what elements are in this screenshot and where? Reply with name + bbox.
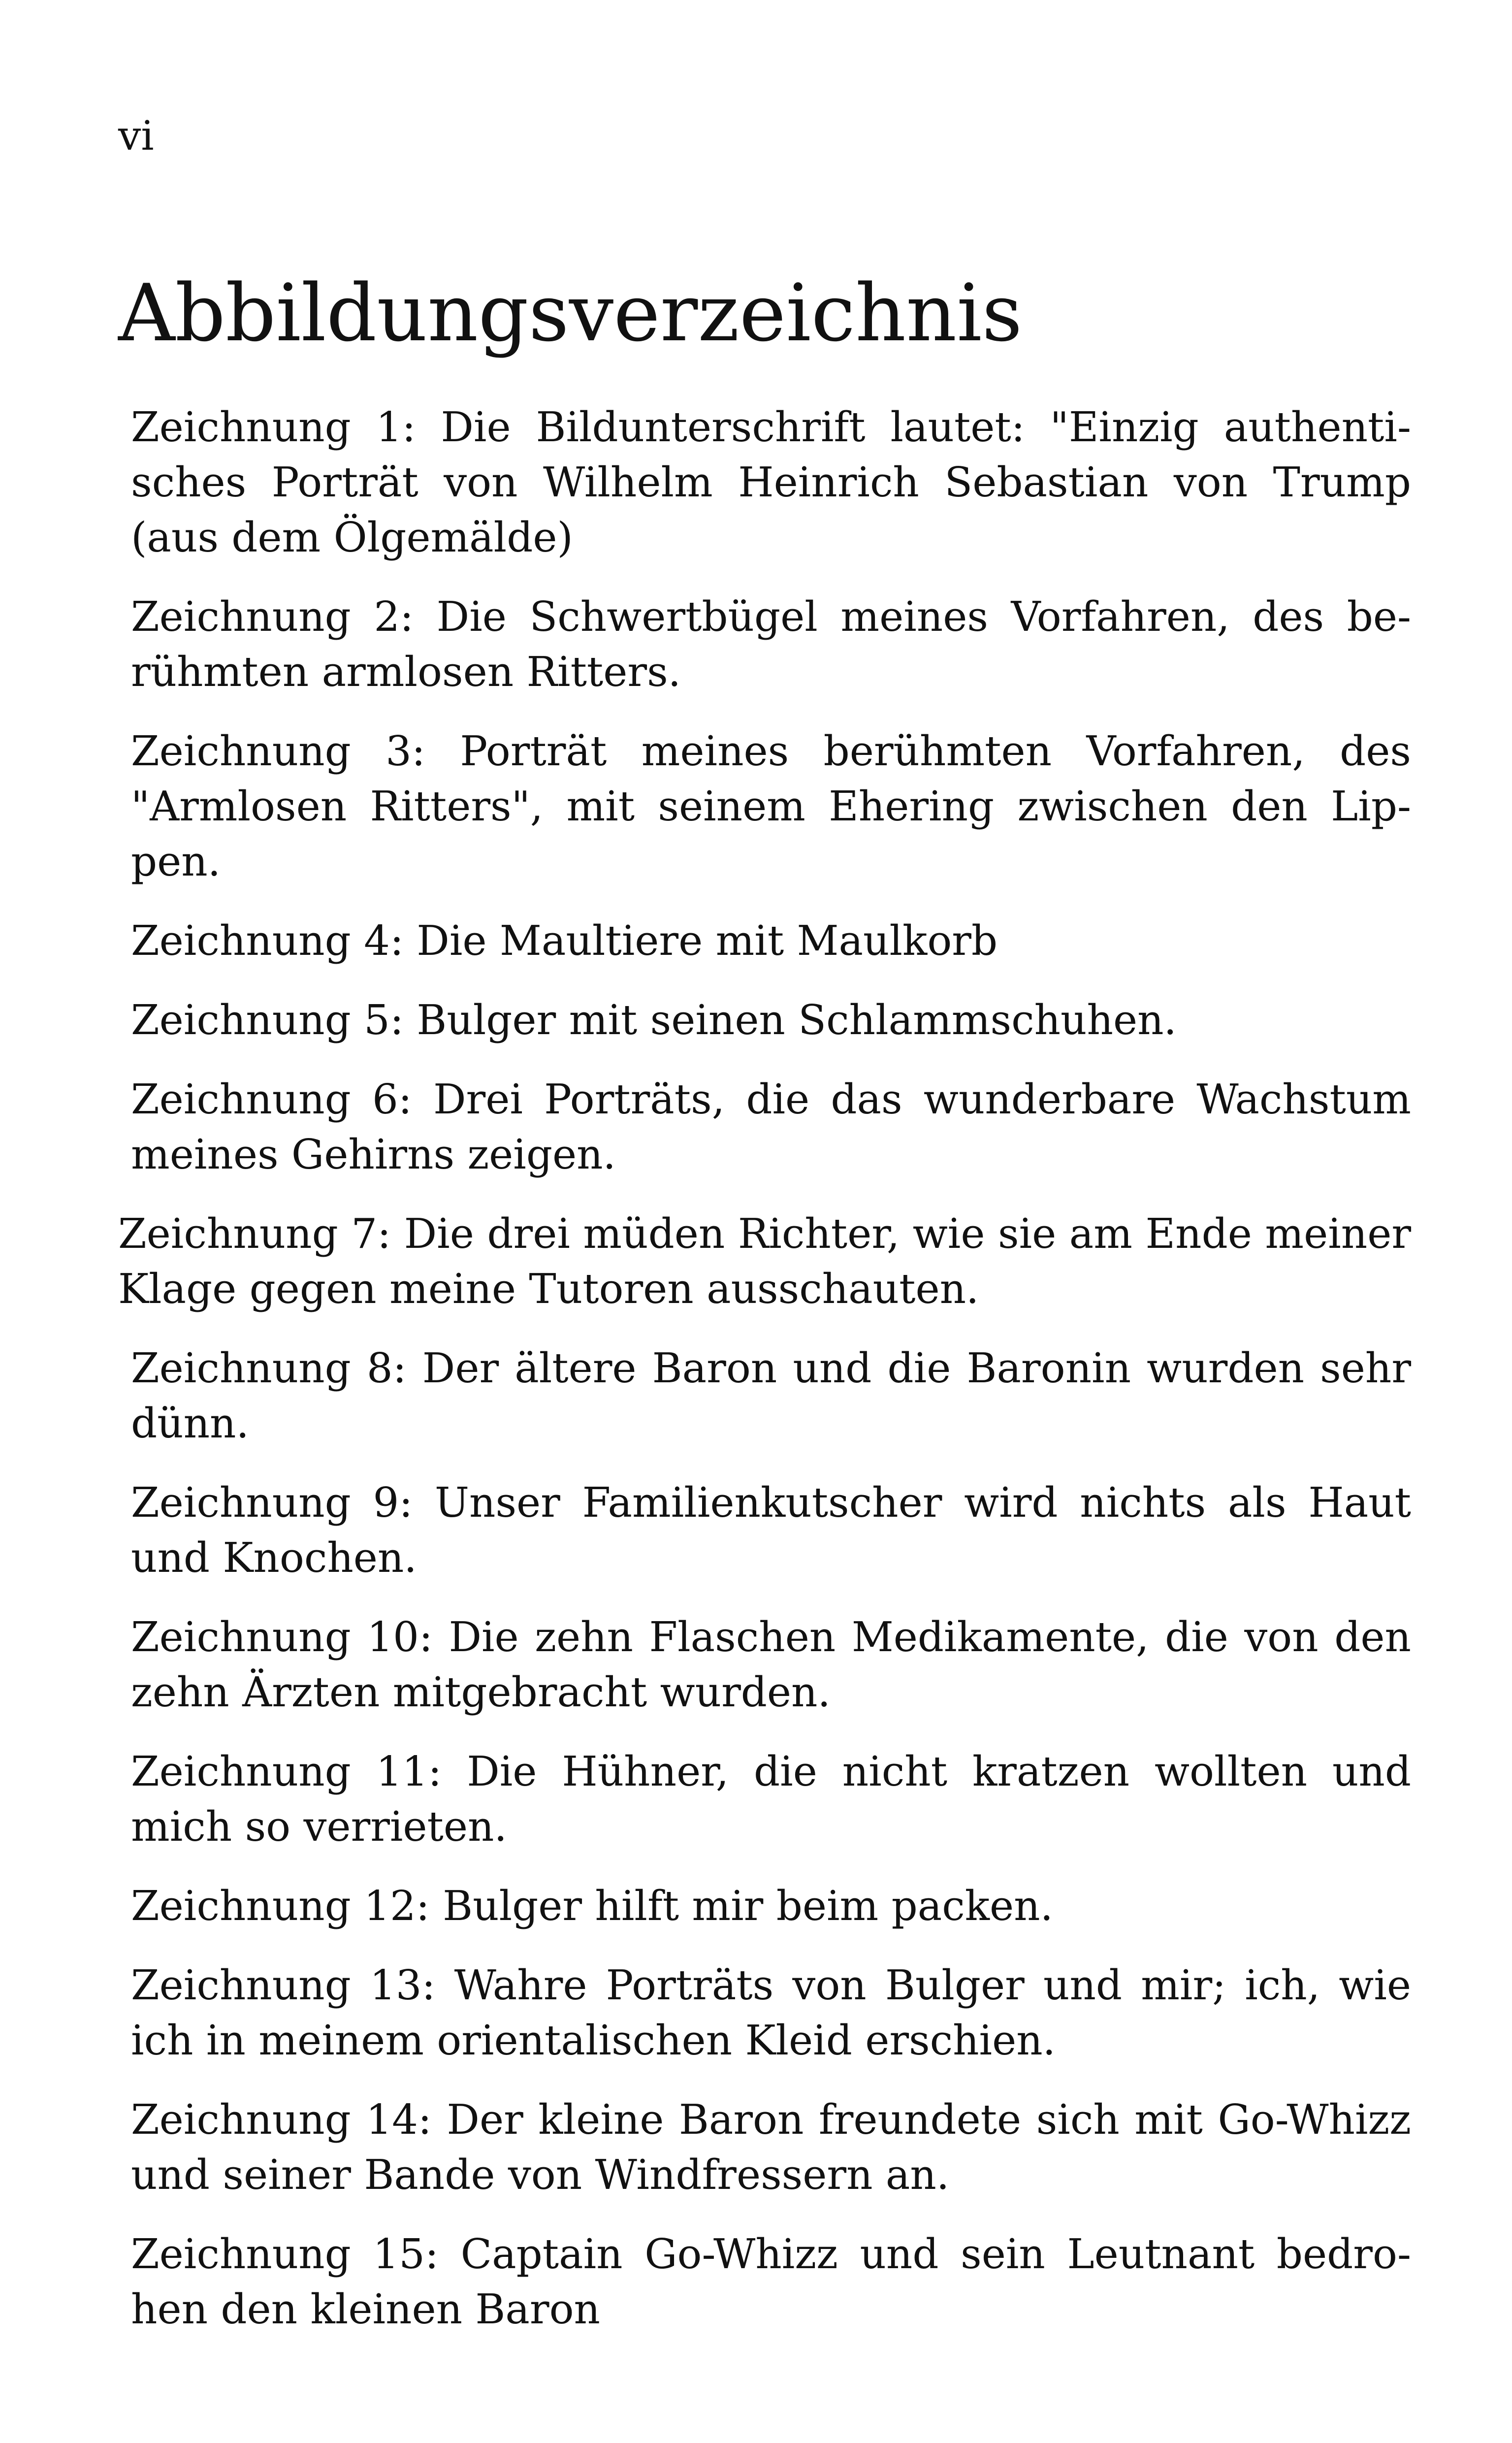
figure-entry: Zeichnung 4: Die Maultiere mit Maulkorb: [131, 917, 998, 965]
figure-entry: Zeichnung 9: Unser Familienkutscher wird nichts als Haut und Knochen.: [131, 1479, 1411, 1582]
figure-entry: Zeichnung 8: Der ältere Baron und die Baronin wurden sehr dünn.: [131, 1344, 1411, 1447]
figure-entry: Zeichnung 3: Porträt meines berühmten Vorfahren, des "Armlosen Ritters", mit seinem Ehering zwischen den Lippen.: [131, 727, 1411, 885]
figure-entry: Zeichnung 11: Die Hühner, die nicht kratzen wollten und mich so verrieten.: [131, 1748, 1411, 1851]
figure-entry: Zeichnung 12: Bulger hilft mir beim packen.: [131, 1882, 1053, 1930]
figure-entry: Zeichnung 5: Bulger mit seinen Schlammschuhen.: [131, 996, 1177, 1044]
figure-list: [118, 400, 1411, 2361]
figure-entry: Zeichnung 1: Die Bildunterschrift lautet: "Einzig authentisches Porträt von Wilhelm Heinrich Sebastian von Trump (aus dem Ölgemälde): [131, 403, 1411, 561]
figure-entry: Zeichnung 7: Die drei müden Richter, wie sie am Ende meiner Klage gegen meine Tutoren ausschauten.: [118, 1210, 1411, 1313]
figure-entry: Zeichnung 10: Die zehn Flaschen Medikamente, die von den zehn Ärzten mitgebracht wurden.: [131, 1613, 1411, 1716]
figure-entry: Zeichnung 13: Wahre Porträts von Bulger und mir; ich, wie ich in meinem orientalischen Kleid erschien.: [131, 1961, 1411, 2064]
figure-entry: Zeichnung 6: Drei Porträts, die das wunderbare Wachstum meines Gehirns zeigen.: [131, 1075, 1411, 1178]
figure-entry: Zeichnung 15: Captain Go-Whizz und sein Leutnant bedrohen den kleinen Baron: [131, 2230, 1411, 2333]
page-number: vi: [118, 113, 154, 160]
figure-entry: Zeichnung 2: Die Schwertbügel meines Vorfahren, des berühmten armlosen Ritters.: [131, 593, 1411, 696]
page-title: Abbildungsverzeichnis: [118, 267, 1023, 359]
figure-entry: Zeichnung 14: Der kleine Baron freundete sich mit Go-Whizz und seiner Bande von Windfressern an.: [131, 2096, 1411, 2199]
